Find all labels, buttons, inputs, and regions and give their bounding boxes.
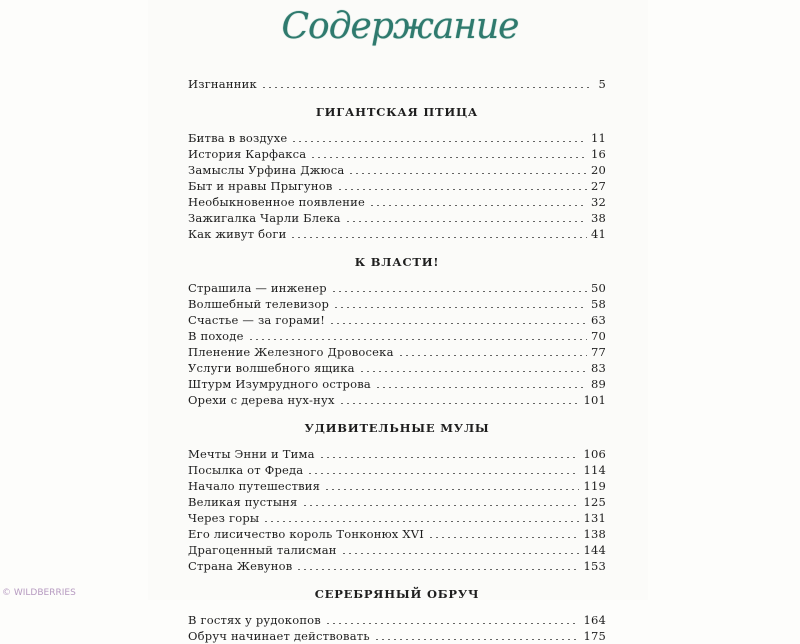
toc-entry [188, 612, 606, 628]
dot-leader [333, 307, 587, 308]
toc-sections [188, 92, 606, 644]
section-title: СЕРЕБРЯНЫЙ ОБРУЧ [314, 587, 480, 601]
toc-entry-page: 16 [590, 147, 606, 161]
toc-entry [188, 542, 606, 558]
toc-entry [188, 462, 606, 478]
dot-leader [331, 291, 587, 292]
toc-entry [188, 526, 606, 542]
toc-entry-name: Быт и нравы Прыгунов [188, 179, 333, 193]
section-title: ГИГАНТСКАЯ ПТИЦА [315, 105, 479, 119]
dot-leader [375, 387, 587, 388]
toc-entry-name: Через горы [188, 511, 260, 525]
toc-entry-page: 164 [583, 613, 606, 627]
table-of-contents [188, 76, 606, 644]
toc-entry-page: 27 [590, 179, 606, 193]
dot-leader [325, 623, 579, 624]
toc-entry-name: Битва в воздухе [188, 131, 288, 145]
dot-leader [296, 569, 579, 570]
dot-leader [339, 403, 580, 404]
toc-entry-page: 138 [583, 527, 606, 541]
dot-leader [428, 537, 579, 538]
toc-entry-name: Пленение Железного Дровосека [188, 345, 394, 359]
dot-leader [263, 521, 579, 522]
toc-entry-page: 83 [590, 361, 606, 375]
toc-entry-page: 38 [590, 211, 606, 225]
toc-entry-page: 119 [583, 479, 606, 493]
toc-entry-page: 5 [598, 77, 606, 91]
dot-leader [319, 457, 580, 458]
toc-entry-name: Штурм Изумрудного острова [188, 377, 371, 391]
section-spacer [188, 270, 606, 280]
toc-entry-page: 153 [583, 559, 606, 573]
dot-leader [290, 237, 587, 238]
toc-entry-page: 125 [583, 495, 606, 509]
toc-entry-name: Как живут боги [188, 227, 287, 241]
dot-leader [307, 473, 579, 474]
toc-entry-name: Страна Жевунов [188, 559, 293, 573]
toc-entry-name: Зажигалка Чарли Блека [188, 211, 341, 225]
toc-entry-name: Драгоценный талисман [188, 543, 337, 557]
dot-leader [398, 355, 587, 356]
dot-leader [248, 339, 587, 340]
dot-leader [348, 173, 587, 174]
section-spacer [188, 408, 606, 420]
toc-entry [188, 376, 606, 392]
toc-entry-name: Волшебный телевизор [188, 297, 330, 311]
toc-entry-name: В походе [188, 329, 244, 343]
toc-entry-name: Необыкновенное появление [188, 195, 365, 209]
page-title: Содержание [281, 6, 519, 47]
toc-entry-page: 89 [590, 377, 606, 391]
toc-entry-page: 63 [590, 313, 606, 327]
dot-leader [310, 157, 587, 158]
section-spacer [188, 574, 606, 586]
toc-entry [188, 130, 606, 146]
toc-entry [188, 280, 606, 296]
toc-entry-name: Страшила — инженер [188, 281, 327, 295]
toc-entry-page: 20 [590, 163, 606, 177]
toc-entry-page: 32 [590, 195, 606, 209]
dot-leader [261, 87, 590, 88]
toc-entry-name: Обруч начинает действовать [188, 629, 370, 643]
toc-entry-page: 101 [583, 393, 606, 407]
toc-entry-page: 50 [590, 281, 606, 295]
section-title: УДИВИТЕЛЬНЫЕ МУЛЫ [304, 421, 490, 435]
toc-entry-name: Замыслы Урфина Джюса [188, 163, 345, 177]
toc-entry-page: 114 [583, 463, 606, 477]
toc-entry-page: 144 [583, 543, 606, 557]
toc-entry-page: 11 [590, 131, 606, 145]
toc-entry-name: Изгнанник [188, 77, 257, 91]
toc-entry-page: 77 [590, 345, 606, 359]
toc-entry [188, 446, 606, 462]
toc-entry [188, 494, 606, 510]
toc-entry [188, 558, 606, 574]
toc-entry-name: Его лисичество король Тонконюх XVI [188, 527, 424, 541]
toc-entry [188, 210, 606, 226]
toc-entry-page: 175 [583, 629, 606, 643]
section-spacer [188, 120, 606, 130]
toc-entry-name: Орехи с дерева нух-нух [188, 393, 335, 407]
section-spacer [188, 602, 606, 612]
dot-leader [374, 639, 580, 640]
dot-leader [341, 553, 580, 554]
dot-leader [302, 505, 580, 506]
toc-entry-name: Начало путешествия [188, 479, 321, 493]
toc-entry [188, 478, 606, 494]
toc-entry-page: 41 [590, 227, 606, 241]
toc-entry [188, 360, 606, 376]
toc-entry [188, 312, 606, 328]
toc-entry-name: Услуги волшебного ящика [188, 361, 355, 375]
toc-entry-page: 131 [583, 511, 606, 525]
toc-entry [188, 76, 606, 92]
toc-entry [188, 328, 606, 344]
toc-entry-name: История Карфакса [188, 147, 307, 161]
dot-leader [345, 221, 587, 222]
toc-entry [188, 296, 606, 312]
section-spacer [188, 92, 606, 104]
section-title: К ВЛАСТИ! [354, 255, 440, 269]
toc-entry [188, 162, 606, 178]
dot-leader [291, 141, 587, 142]
toc-entry [188, 146, 606, 162]
dot-leader [337, 189, 587, 190]
toc-entry [188, 178, 606, 194]
toc-entry-page: 58 [590, 297, 606, 311]
dot-leader [359, 371, 587, 372]
dot-leader [324, 489, 579, 490]
toc-entry-page: 70 [590, 329, 606, 343]
toc-entry [188, 226, 606, 242]
toc-entry-name: В гостях у рудокопов [188, 613, 321, 627]
section-spacer [188, 436, 606, 446]
toc-entry [188, 510, 606, 526]
dot-leader [329, 323, 587, 324]
toc-entry [188, 194, 606, 210]
toc-entry-page: 106 [583, 447, 606, 461]
toc-entry [188, 344, 606, 360]
toc-entry [188, 628, 606, 644]
toc-entry-name: Великая пустыня [188, 495, 298, 509]
toc-entry-name: Мечты Энни и Тима [188, 447, 315, 461]
section-spacer [188, 242, 606, 254]
dot-leader [369, 205, 587, 206]
watermark: © WILDBERRIES [2, 588, 76, 598]
toc-entry [188, 392, 606, 408]
toc-entry-name: Посылка от Фреда [188, 463, 304, 477]
toc-entry-name: Счастье — за горами! [188, 313, 326, 327]
